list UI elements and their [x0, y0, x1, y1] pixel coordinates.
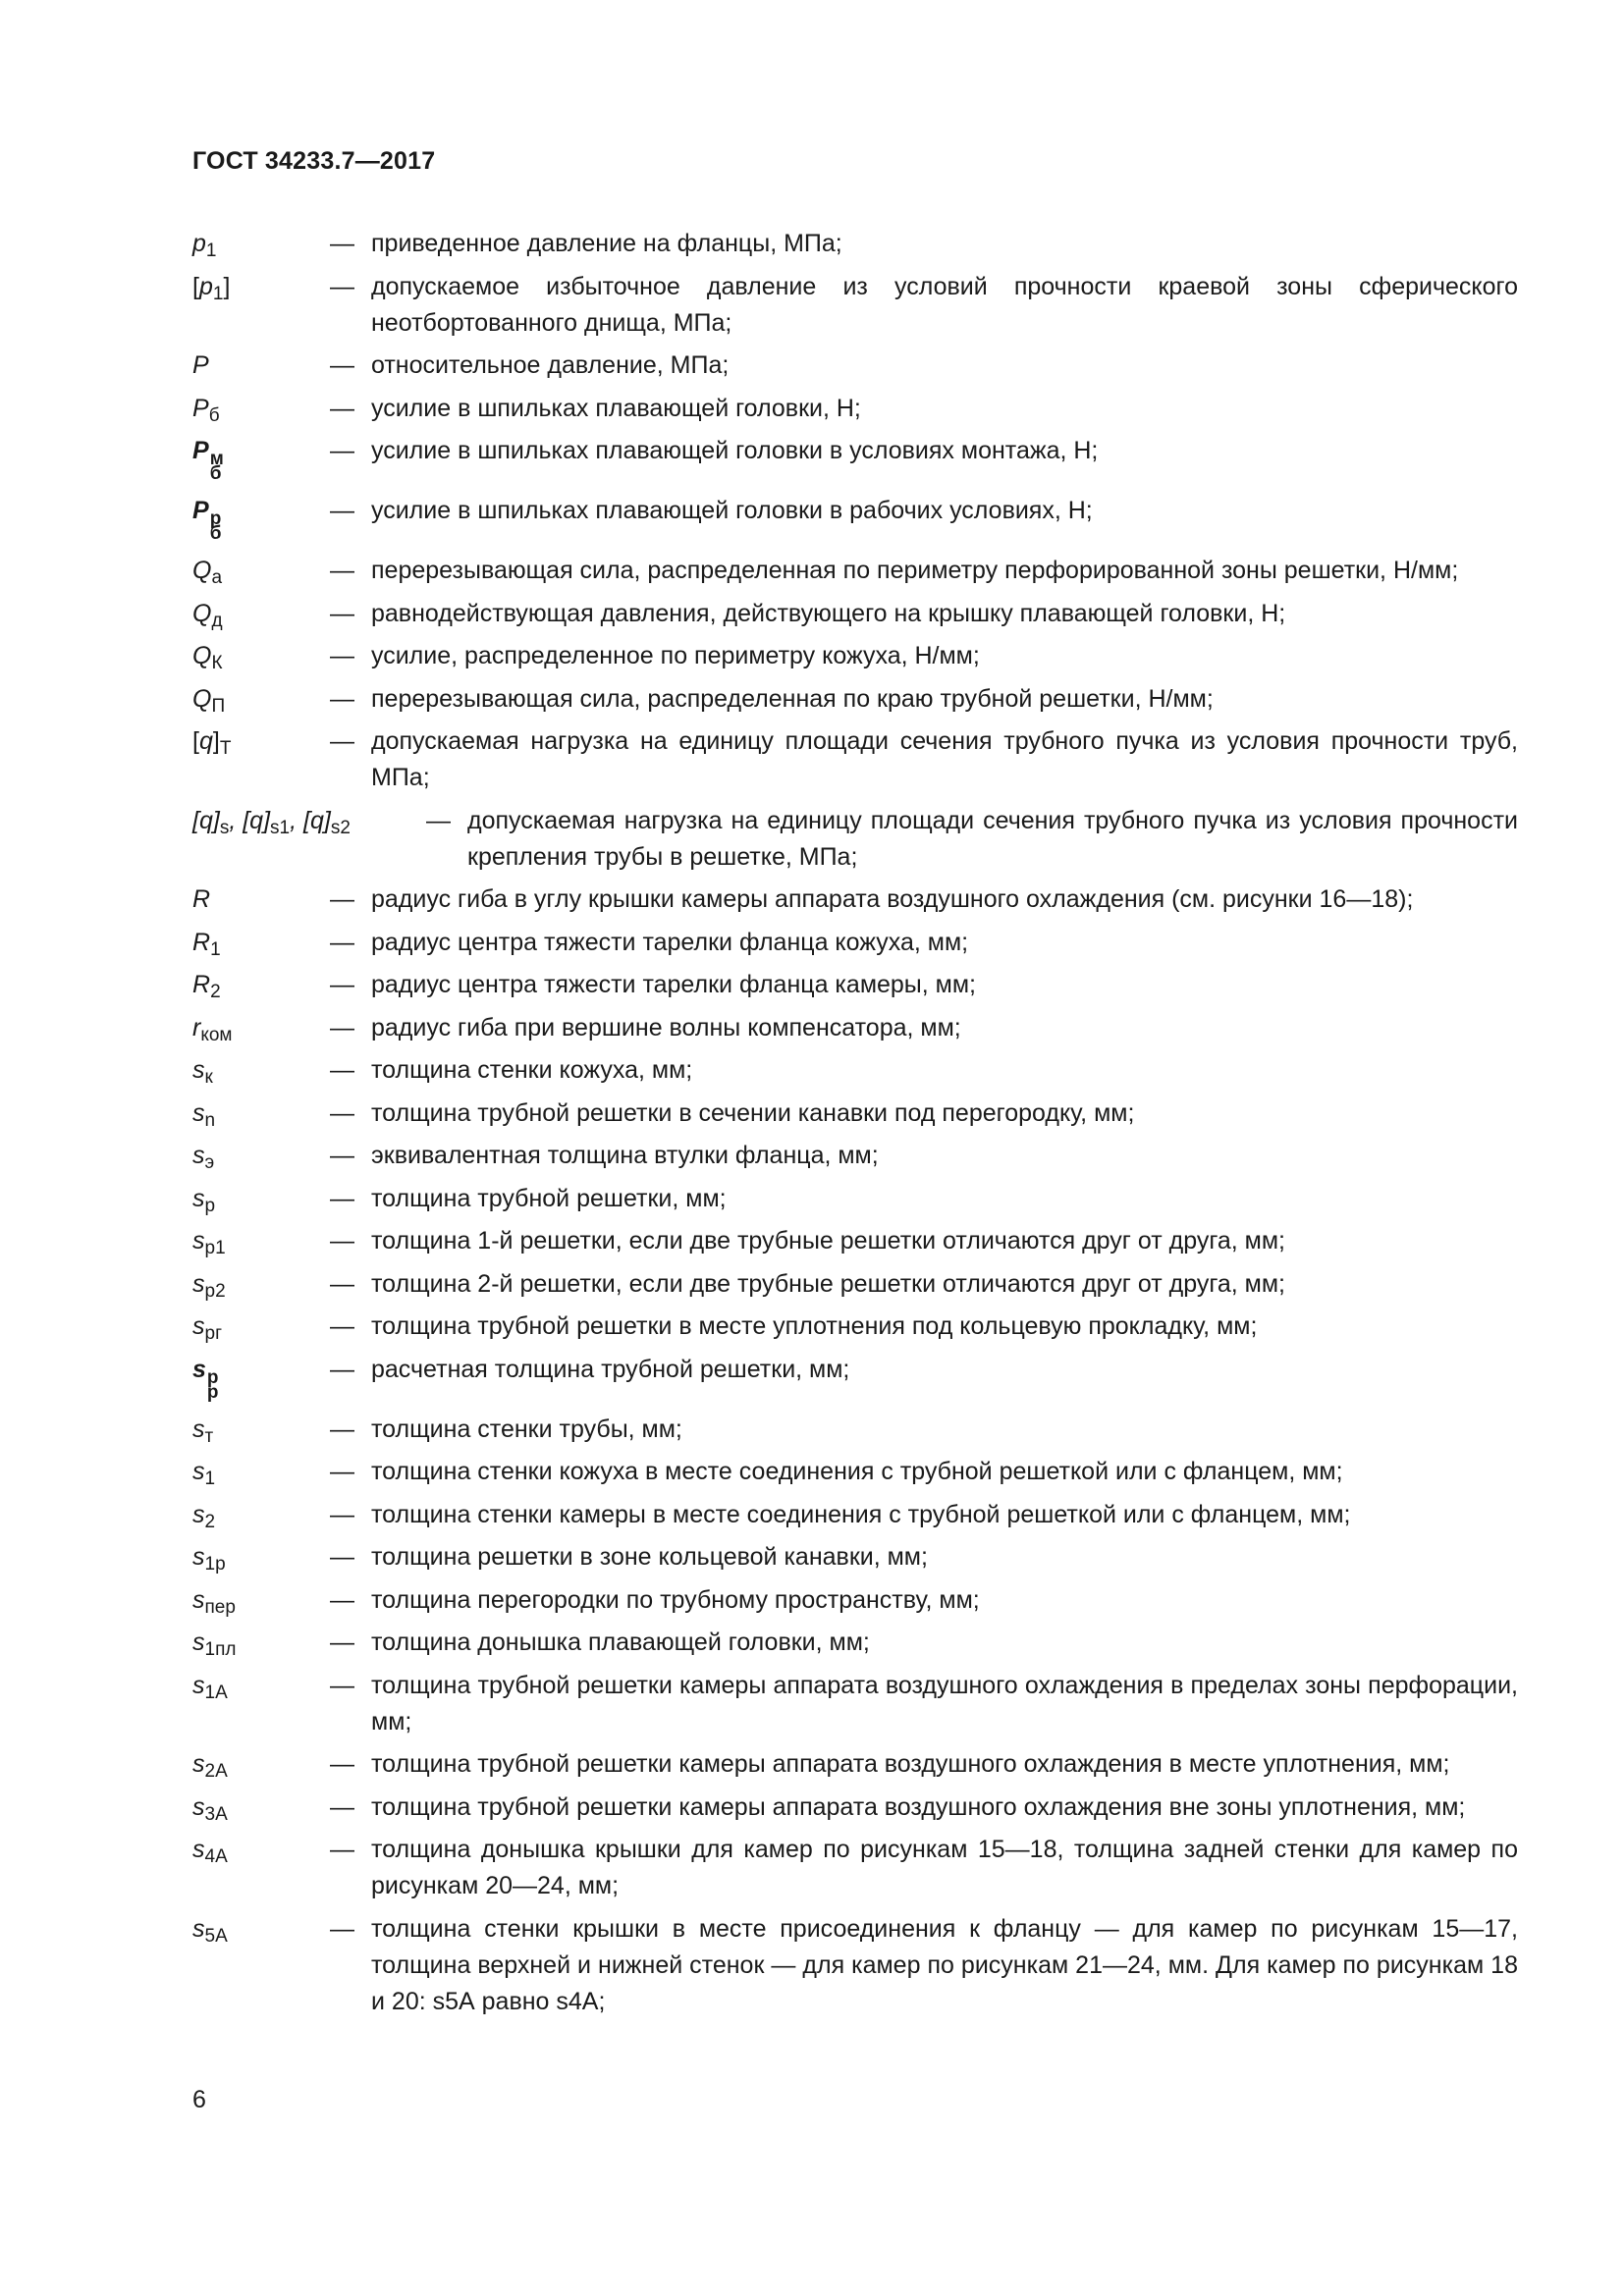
- em-dash-separator: —: [330, 599, 354, 627]
- definition-item: [192, 347, 1518, 384]
- definition-text: толщина решетки в зоне кольцевой канавки, мм;: [371, 1543, 928, 1571]
- definition-item: [192, 1266, 1518, 1303]
- definition-item: [192, 1412, 1518, 1448]
- em-dash-separator: —: [330, 1629, 354, 1656]
- em-dash-separator: —: [330, 1312, 354, 1340]
- definition-item: [192, 723, 1518, 796]
- definition-item: [192, 881, 1518, 918]
- definition-text: эквивалентная толщина втулки фланца, мм;: [371, 1142, 879, 1169]
- em-dash-separator: —: [330, 394, 354, 422]
- definition-text: допускаемая нагрузка на единицу площади сечения трубного пучка из условия прочности труб, МПа;: [371, 727, 1518, 791]
- definition-item: [192, 1308, 1518, 1345]
- em-dash-separator: —: [330, 351, 354, 379]
- definition-item: [192, 1223, 1518, 1259]
- definition-text: равнодействующая давления, действующего на крышку плавающей головки, Н;: [371, 599, 1286, 627]
- symbol-definitions-list: [192, 226, 1518, 2026]
- symbol: $s_{1р}$: [192, 1543, 226, 1575]
- definition-item: [192, 638, 1518, 674]
- em-dash-separator: —: [330, 1543, 354, 1571]
- definition-item: [192, 391, 1518, 427]
- definition-item: [192, 1352, 1518, 1403]
- em-dash-separator: —: [330, 1227, 354, 1255]
- symbol: $Q_a$: [192, 557, 223, 588]
- definition-text: допускаемая нагрузка на единицу площади сечения трубного пучка из условия прочности крепления трубы в решетке, МПа;: [467, 806, 1518, 871]
- em-dash-separator: —: [330, 230, 354, 257]
- symbol: $p_1$: [192, 230, 217, 261]
- em-dash-separator: —: [330, 885, 354, 913]
- symbol: $Q_П$: [192, 684, 226, 717]
- definition-item: [192, 1832, 1518, 1904]
- symbol: $s_{3А}$: [192, 1792, 228, 1825]
- em-dash-separator: —: [426, 806, 451, 834]
- em-dash-separator: —: [330, 272, 354, 300]
- definition-text: толщина стенки кожуха в месте соединения с трубной решеткой или с фланцем, мм;: [371, 1458, 1343, 1485]
- definition-item: [192, 1746, 1518, 1783]
- definition-text: толщина 1-й решетки, если две трубные решетки отличаются друг от друга, мм;: [371, 1227, 1286, 1255]
- definition-item: [192, 1454, 1518, 1490]
- definition-text: относительное давление, МПа;: [371, 351, 730, 379]
- symbol: P р б: [192, 497, 222, 544]
- definition-text: перерезывающая сила, распределенная по периметру перфорированной зоны решетки, Н/мм;: [371, 557, 1459, 584]
- em-dash-separator: —: [330, 1184, 354, 1212]
- symbol: $s_т$: [192, 1415, 214, 1447]
- symbol: $s_1$: [192, 1458, 216, 1489]
- definition-text: радиус гиба при вершине волны компенсатора, мм;: [371, 1013, 961, 1041]
- em-dash-separator: —: [330, 928, 354, 956]
- symbol: $s_э$: [192, 1142, 215, 1173]
- em-dash-separator: —: [330, 1269, 354, 1298]
- symbol: s р р: [192, 1355, 219, 1403]
- em-dash-separator: —: [330, 1355, 354, 1383]
- em-dash-separator: —: [330, 1142, 354, 1169]
- definition-text: радиус центра тяжести тарелки фланца камеры, мм;: [371, 971, 976, 998]
- definition-text: толщина трубной решетки, мм;: [371, 1184, 727, 1212]
- definition-text: толщина трубной решетки в сечении канавки под перегородку, мм;: [371, 1098, 1135, 1127]
- definition-text: толщина стенки кожуха, мм;: [371, 1056, 693, 1084]
- definition-text: толщина 2-й решетки, если две трубные решетки отличаются друг от друга, мм;: [371, 1269, 1286, 1298]
- definition-text: толщина стенки крышки в месте присоединения к фланцу — для камер по рисункам 15—17, толщина верхней и нижней стенок — для камер по рисункам 21—24, мм. Для камер по рисункам 18 и 20: s5А равно s4А;: [371, 1914, 1518, 2015]
- definition-item: [192, 226, 1518, 262]
- em-dash-separator: —: [330, 1056, 354, 1084]
- symbol: $R_2$: [192, 971, 221, 1002]
- definition-text: толщина донышка крышки для камер по рисункам 15—18, толщина задней стенки для камер по рисункам 20—24, мм;: [371, 1836, 1518, 1899]
- symbol: $s_{5А}$: [192, 1914, 228, 1947]
- em-dash-separator: —: [330, 1098, 354, 1127]
- symbol: $s_{р1}$: [192, 1227, 226, 1258]
- em-dash-separator: —: [330, 684, 354, 713]
- em-dash-separator: —: [330, 1792, 354, 1821]
- definition-item: [192, 925, 1518, 961]
- em-dash-separator: —: [330, 437, 354, 464]
- em-dash-separator: —: [330, 1671, 354, 1699]
- symbol: $s_{пер}$: [192, 1585, 236, 1618]
- symbol: $R_1$: [192, 928, 221, 960]
- page-number: 6: [192, 2086, 206, 2113]
- definition-item: [192, 596, 1518, 632]
- definition-item: [192, 1052, 1518, 1089]
- symbol: $s_{р2}$: [192, 1269, 226, 1302]
- definition-text: толщина стенки трубы, мм;: [371, 1415, 682, 1443]
- em-dash-separator: —: [330, 1836, 354, 1863]
- symbol: $s_{4А}$: [192, 1836, 228, 1867]
- em-dash-separator: —: [330, 727, 354, 755]
- em-dash-separator: —: [330, 1458, 354, 1485]
- definition-text: усилие в шпильках плавающей головки в условиях монтажа, Н;: [371, 437, 1099, 464]
- definition-text: радиус гиба в углу крышки камеры аппарата воздушного охлаждения (см. рисунки 16—18);: [371, 885, 1414, 913]
- definition-item: [192, 433, 1518, 484]
- definition-item: [192, 1911, 1518, 2020]
- symbol: $s_2$: [192, 1500, 216, 1532]
- definition-text: толщина перегородки по трубному пространству, мм;: [371, 1585, 980, 1614]
- symbol: $s_{2А}$: [192, 1750, 228, 1782]
- em-dash-separator: —: [330, 642, 354, 669]
- definition-text: усилие, распределенное по периметру кожуха, Н/мм;: [371, 642, 980, 669]
- definition-item: [192, 269, 1518, 342]
- definition-item: [192, 967, 1518, 1003]
- definition-text: допускаемое избыточное давление из условий прочности краевой зоны сферического неотбортованного днища, МПа;: [371, 272, 1518, 337]
- definition-item: [192, 1668, 1518, 1740]
- symbol: $s_к$: [192, 1056, 213, 1088]
- definition-item: [192, 1539, 1518, 1575]
- em-dash-separator: —: [330, 1750, 354, 1778]
- definition-text: толщина трубной решетки камеры аппарата воздушного охлаждения в пределах зоны перфорации, мм;: [371, 1671, 1518, 1735]
- em-dash-separator: —: [330, 1914, 354, 1943]
- symbol: $r_{ком}$: [192, 1013, 233, 1045]
- symbol: $[p_1]$: [192, 272, 231, 304]
- definition-item: [192, 1625, 1518, 1661]
- definition-text: усилие в шпильках плавающей головки в рабочих условиях, Н;: [371, 497, 1093, 524]
- symbol: P м б: [192, 437, 224, 484]
- definition-item: [192, 681, 1518, 718]
- symbol: R: [192, 885, 211, 913]
- symbol: $s_р$: [192, 1184, 216, 1216]
- symbol: $P_б$: [192, 394, 220, 426]
- definition-text: толщина донышка плавающей головки, мм;: [371, 1629, 870, 1656]
- definition-text: толщина трубной решетки в месте уплотнения под кольцевую прокладку, мм;: [371, 1312, 1258, 1340]
- em-dash-separator: —: [330, 1013, 354, 1041]
- definition-item: [192, 1181, 1518, 1217]
- definition-text: толщина трубной решетки камеры аппарата воздушного охлаждения в месте уплотнения, мм;: [371, 1750, 1450, 1778]
- symbol: $Q_К$: [192, 642, 223, 673]
- definition-item: [192, 1138, 1518, 1174]
- em-dash-separator: —: [330, 557, 354, 584]
- definition-item: [192, 1789, 1518, 1826]
- em-dash-separator: —: [330, 1585, 354, 1614]
- definition-text: расчетная толщина трубной решетки, мм;: [371, 1355, 850, 1383]
- definition-text: приведенное давление на фланцы, МПа;: [371, 230, 842, 257]
- document-header: ГОСТ 34233.7—2017: [192, 147, 436, 175]
- definition-text: толщина стенки камеры в месте соединения с трубной решеткой или с фланцем, мм;: [371, 1500, 1351, 1528]
- em-dash-separator: —: [330, 497, 354, 524]
- definition-text: перерезывающая сила, распределенная по краю трубной решетки, Н/мм;: [371, 684, 1214, 713]
- definition-item: [192, 1095, 1518, 1132]
- definition-text: усилие в шпильках плавающей головки, Н;: [371, 394, 861, 422]
- definition-item: [192, 1010, 1518, 1046]
- definition-item: [192, 1582, 1518, 1619]
- symbol: $s_{рг}$: [192, 1312, 222, 1344]
- definition-item: [192, 1497, 1518, 1533]
- symbol: $s_{1пл}$: [192, 1629, 237, 1660]
- definition-item: [192, 553, 1518, 589]
- symbol: $s_{1А}$: [192, 1671, 228, 1703]
- symbol: $Q_д$: [192, 599, 223, 631]
- definition-item: [192, 803, 1518, 876]
- definition-item: [192, 493, 1518, 544]
- definition-text: толщина трубной решетки камеры аппарата воздушного охлаждения вне зоны уплотнения, мм;: [371, 1792, 1466, 1821]
- symbol: $[q]_s$, $[q]_{s1}$, $[q]_{s2}$: [192, 806, 351, 838]
- symbol: $[q]_Т$: [192, 727, 232, 759]
- definition-text: радиус центра тяжести тарелки фланца кожуха, мм;: [371, 928, 969, 956]
- em-dash-separator: —: [330, 1415, 354, 1443]
- em-dash-separator: —: [330, 1500, 354, 1528]
- symbol: $s_n$: [192, 1098, 216, 1131]
- em-dash-separator: —: [330, 971, 354, 998]
- symbol: P: [192, 351, 209, 379]
